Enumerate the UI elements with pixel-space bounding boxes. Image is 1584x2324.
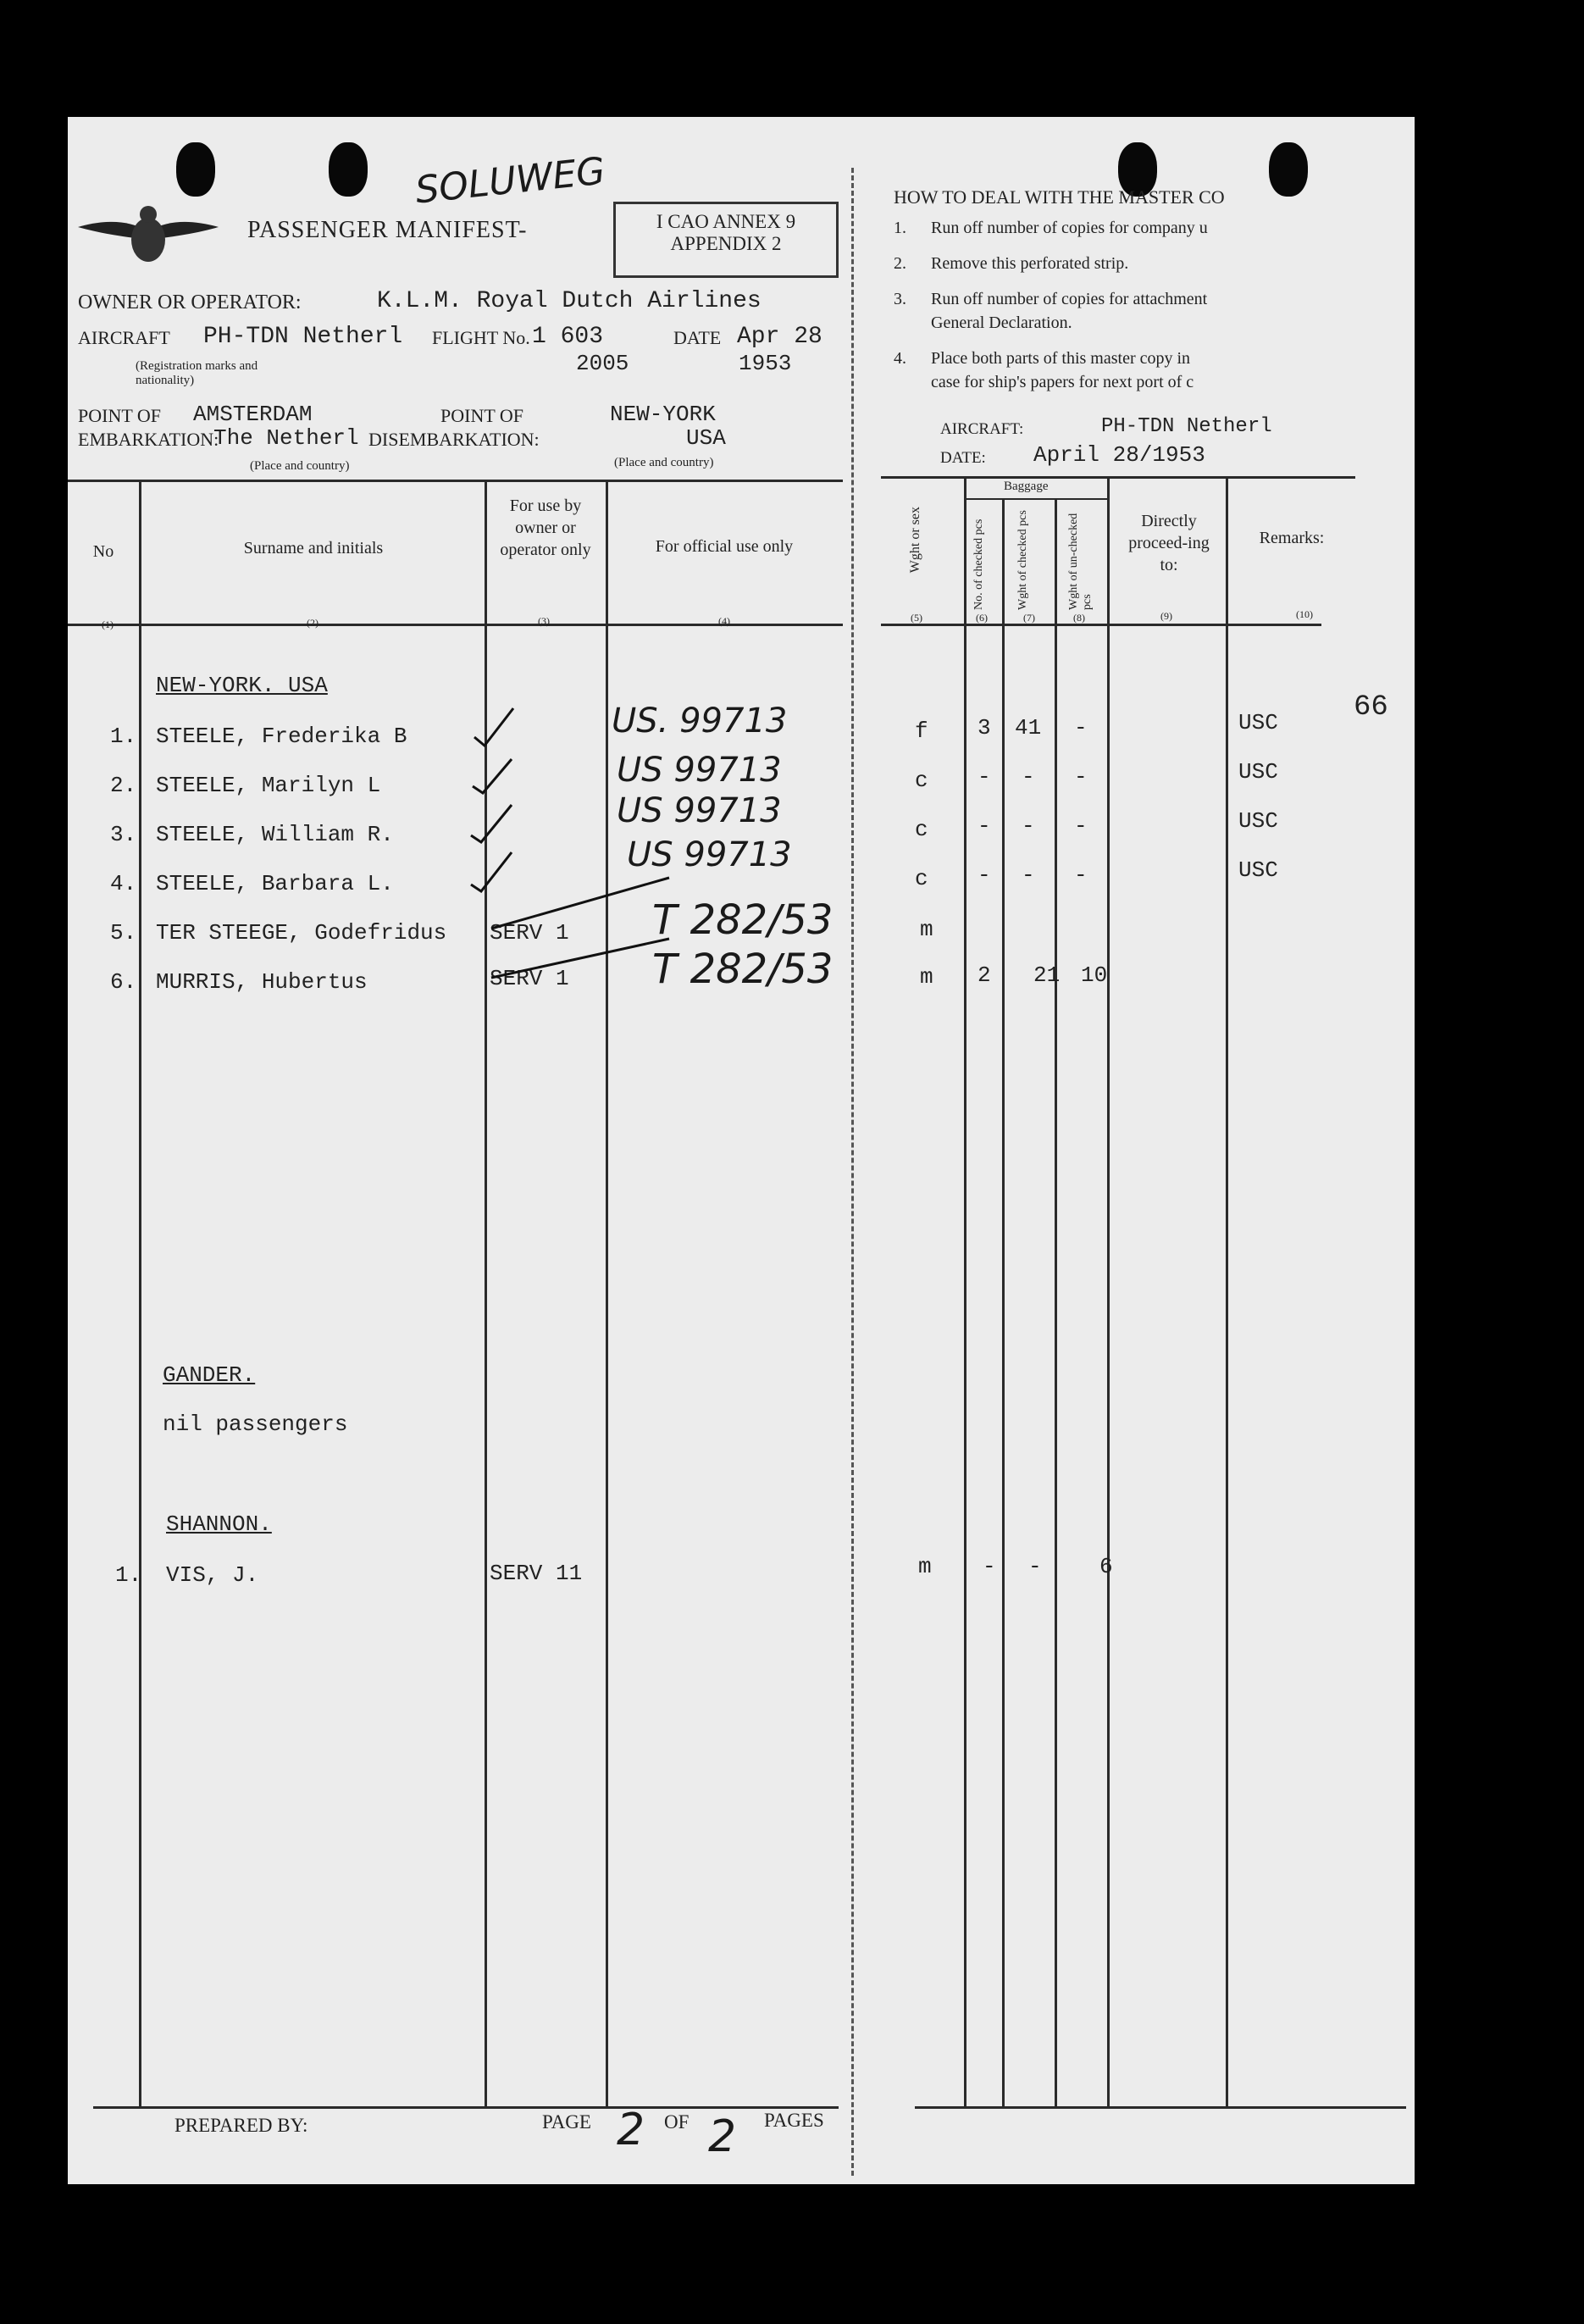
col-number: (6) xyxy=(976,612,988,624)
row-name: STEELE, Barbara L. xyxy=(156,871,394,896)
row-no: 1. xyxy=(115,1562,142,1588)
flight-value: 1 603 xyxy=(532,324,604,350)
punch-hole xyxy=(329,142,368,197)
col-header-surname: Surname and initials xyxy=(243,539,384,557)
row-use: SERV 1 xyxy=(490,966,569,991)
embark-label2: EMBARKATION: xyxy=(78,429,219,450)
row-sex: m xyxy=(920,917,933,942)
instruction-text: Remove this perforated strip. xyxy=(931,254,1129,273)
header-bottom-rule-right xyxy=(881,624,1321,626)
icao-line2: APPENDIX 2 xyxy=(670,233,782,254)
instruction-text: Run off number of copies for attachment xyxy=(931,290,1208,308)
row-wchk: - xyxy=(1022,764,1035,790)
row-sex: m xyxy=(920,964,933,990)
registration-note: (Registration marks and nationality) xyxy=(136,359,258,387)
date-label: DATE xyxy=(673,327,722,348)
row-official: US 99713 xyxy=(617,791,782,830)
shannon-heading: SHANNON. xyxy=(166,1511,272,1537)
of-number: 2 xyxy=(708,2111,737,2162)
disembark-label1: POINT OF xyxy=(440,405,524,426)
instruction-text: Place both parts of this master copy in xyxy=(931,349,1191,368)
col-number: (1) xyxy=(102,618,114,630)
row-wunchk: - xyxy=(1074,862,1088,888)
col-number: (10) xyxy=(1296,608,1313,620)
row-no: 1. xyxy=(110,724,137,749)
page-label: PAGE xyxy=(542,2111,591,2133)
embark-value1: AMSTERDAM xyxy=(193,402,313,427)
gander-heading: GANDER. xyxy=(163,1362,256,1388)
pages-label: PAGES xyxy=(764,2110,824,2131)
row-pcs: - xyxy=(983,1554,996,1579)
prepared-by-label: PREPARED BY: xyxy=(174,2115,308,2136)
row-name: STEELE, Frederika B xyxy=(156,724,407,749)
row-official: US 99713 xyxy=(627,835,792,874)
instruction-number: 3. xyxy=(894,290,906,308)
instruction-text: General Declaration. xyxy=(931,313,1072,332)
disembark-value2: USA xyxy=(686,425,726,451)
row-name: VIS, J. xyxy=(166,1562,259,1588)
row-wchk: 41 xyxy=(1015,715,1042,740)
col-divider xyxy=(964,478,966,2109)
row-official: T 282/53 xyxy=(652,946,834,993)
col-header-directly: Directly proceed-ing to: xyxy=(1128,512,1210,574)
col-number: (8) xyxy=(1073,612,1085,624)
col-header-wght-unchecked: Wght of un-checked pcs xyxy=(1067,513,1094,610)
col-divider xyxy=(1002,498,1005,2108)
row-official: T 282/53 xyxy=(652,896,834,944)
row-name: STEELE, William R. xyxy=(156,822,394,847)
date-value: Apr 28 xyxy=(737,324,822,350)
row-no: 3. xyxy=(110,822,137,847)
instruction-number xyxy=(894,373,931,397)
instructions-title: HOW TO DEAL WITH THE MASTER CO xyxy=(894,186,1225,208)
punch-hole xyxy=(176,142,215,197)
of-label: OF xyxy=(664,2111,690,2133)
owner-value: K.L.M. Royal Dutch Airlines xyxy=(377,288,762,314)
row-wunchk: - xyxy=(1074,715,1088,740)
row-sex: m xyxy=(918,1554,932,1579)
disembark-value1: NEW-YORK xyxy=(610,402,716,427)
col-header-official: For official use only xyxy=(655,537,794,556)
date-year: 1953 xyxy=(739,351,792,376)
row-no: 6. xyxy=(110,969,137,995)
col-number: (9) xyxy=(1160,610,1172,622)
table-top-rule-right xyxy=(881,476,1355,479)
col-divider xyxy=(1055,498,1057,2108)
embark-label1: POINT OF xyxy=(78,405,162,426)
row-pcs: - xyxy=(978,862,991,888)
table-bottom-rule xyxy=(93,2106,839,2109)
col-header-no-checked: No. of checked pcs xyxy=(972,519,985,610)
row-wchk: - xyxy=(1022,862,1035,888)
row-remarks: USC xyxy=(1238,759,1278,785)
col-header-owner-use: For use by owner or operator only xyxy=(500,496,591,559)
perforation-line xyxy=(851,168,854,2176)
row-remarks: USC xyxy=(1238,808,1278,834)
flight-label: FLIGHT No. xyxy=(432,327,530,348)
page-title: PASSENGER MANIFEST- xyxy=(247,217,528,243)
row-no: 4. xyxy=(110,871,137,896)
right-date-label: DATE: xyxy=(940,449,986,467)
col-header-remarks: Remarks: xyxy=(1259,529,1325,547)
table-top-rule xyxy=(68,480,843,482)
page-number: 2 xyxy=(617,2105,645,2155)
col-header-wght-checked: Wght of checked pcs xyxy=(1016,510,1029,610)
col-header-no: No xyxy=(92,542,114,561)
aircraft-label: AIRCRAFT xyxy=(78,327,170,348)
row-wchk: 21 xyxy=(1033,962,1061,988)
row-sex: c xyxy=(915,866,928,891)
aircraft-value: PH-TDN Netherl xyxy=(203,324,403,350)
col-number: (7) xyxy=(1023,612,1035,624)
right-aircraft-value: PH-TDN Netherl xyxy=(1101,415,1272,438)
section-heading: NEW-YORK. USA xyxy=(156,673,328,698)
row-pcs: 2 xyxy=(978,962,991,988)
col-header-baggage: Baggage xyxy=(1004,480,1049,493)
owner-label: OWNER OR OPERATOR: xyxy=(78,291,302,313)
row-wunchk: 6 xyxy=(1099,1554,1113,1579)
klm-wings-logo-icon xyxy=(76,193,220,269)
row-name: STEELE, Marilyn L xyxy=(156,773,381,798)
row-official: US 99713 xyxy=(617,751,782,790)
row-wunchk: 10 xyxy=(1081,962,1108,988)
col-divider xyxy=(1226,478,1228,2109)
instruction-number: 2. xyxy=(894,254,906,273)
row-sex: c xyxy=(915,768,928,793)
row-name: MURRIS, Hubertus xyxy=(156,969,368,995)
col-number: (3) xyxy=(538,615,550,627)
row-no: 2. xyxy=(110,773,137,798)
icao-line1: I CAO ANNEX 9 xyxy=(656,211,796,232)
col-number: (4) xyxy=(718,615,730,627)
baggage-rule xyxy=(964,498,1108,500)
row-official: US. 99713 xyxy=(612,702,788,740)
instruction-text: case for ship's papers for next port of c xyxy=(931,373,1194,391)
row-pcs: 3 xyxy=(978,715,991,740)
row-sex: f xyxy=(915,718,928,744)
col-divider xyxy=(1107,478,1110,2109)
instruction-number: 4. xyxy=(894,349,906,368)
col-number: (2) xyxy=(307,617,318,629)
instruction-number: 1. xyxy=(894,219,906,237)
flight-sub: 2005 xyxy=(576,351,629,376)
row-use: SERV 11 xyxy=(490,1561,583,1586)
row-remarks: USC xyxy=(1238,710,1278,735)
icao-box xyxy=(613,202,839,278)
instruction-number xyxy=(894,313,931,349)
manifest-sheet xyxy=(68,117,1415,2184)
instructions-list xyxy=(894,219,1402,397)
table-bottom-rule-right xyxy=(915,2106,1406,2109)
place-country-note-2: (Place and country) xyxy=(614,456,714,469)
disembark-label2: DISEMBARKATION: xyxy=(368,429,540,450)
row-pcs: - xyxy=(978,764,991,790)
row-wchk: - xyxy=(1028,1554,1042,1579)
handwritten-name: SOLUWEG xyxy=(413,149,607,213)
place-country-note: (Place and country) xyxy=(250,459,350,473)
row-wunchk: - xyxy=(1074,813,1088,839)
margin-number: 66 xyxy=(1354,691,1388,724)
row-name: TER STEEGE, Godefridus xyxy=(156,920,447,946)
instruction-text: Run off number of copies for company u xyxy=(931,219,1208,237)
row-sex: c xyxy=(915,817,928,842)
col-number: (5) xyxy=(911,612,922,624)
row-wchk: - xyxy=(1022,813,1035,839)
row-pcs: - xyxy=(978,813,991,839)
right-aircraft-label: AIRCRAFT: xyxy=(940,420,1024,438)
gander-note: nil passengers xyxy=(163,1412,348,1437)
embark-value2: The Netherl xyxy=(213,425,359,451)
col-divider xyxy=(139,481,141,2108)
row-wunchk: - xyxy=(1074,764,1088,790)
row-remarks: USC xyxy=(1238,857,1278,883)
row-use: SERV 1 xyxy=(490,920,569,946)
right-date-value: April 28/1953 xyxy=(1033,442,1205,468)
punch-hole xyxy=(1269,142,1308,197)
check-marks-icon xyxy=(466,693,686,1049)
row-no: 5. xyxy=(110,920,137,946)
col-header-wght-sex: Wght or sex xyxy=(908,507,922,574)
